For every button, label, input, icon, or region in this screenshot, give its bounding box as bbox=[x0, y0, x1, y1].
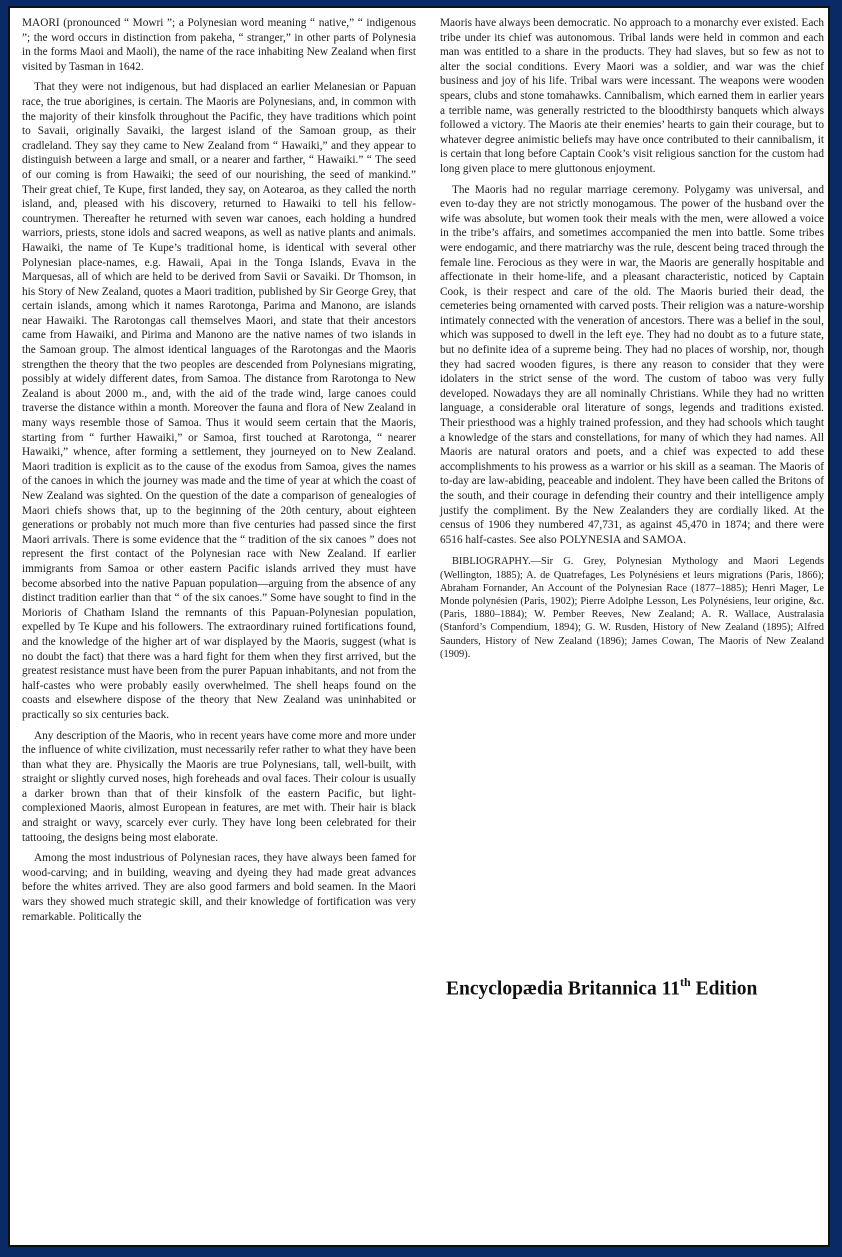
source-caption bbox=[446, 976, 757, 1001]
caption-superscript: th bbox=[680, 975, 691, 989]
article-paragraph: Any description of the Maoris, who in recent years have come more and more under the influence of white civilization, must necessarily refer rather to what they have been than what they are. Physically the Maoris are true Polynesians, tall, well-built, with straight or slightly curved noses, high foreheads and oval faces. Their colour is usually a darker brown than that of their kinsfolk of the eastern Pacific, but light-complexioned Maoris, almost European in features, are met with. Their hair is black and straight or wavy, scarcely ever curly. They have long been celebrated for their tattooing, the designs being most elaborate. bbox=[22, 729, 416, 844]
article-paragraph: The Maoris had no regular marriage ceremony. Polygamy was universal, and even to-day they are not strictly monogamous. The power of the husband over the wife was absolute, but women took their meals with the men, were allowed a voice in the tribe’s affairs, and sometimes accompanied the men into battle. Some tribes were endogamic, and there matriarchy was the rule, descent being traced through the female line. Ferocious as they were in war, the Maoris are generally hospitable and affectionate in their home-life, and a pleasant characteristic, noticed by Captain Cook, is their respect and care of the old. The Maoris buried their dead, the cemeteries being ornamented with carved posts. Their religion was a nature-worship intimately connected with the veneration of ancestors. There was a belief in the soul, which was supposed to dwell in the left eye. They had no doubt as to a future state, but no definite idea of a supreme being. They had no places of worship, nor, though they had sacred wooden figures, is there any reason to consider that they were idolaters in the strict sense of the word. The custom of taboo was very fully developed. Nowadays they are all nominally Christians. While they had no written language, a considerable oral literature of songs, legends and traditions existed. Their priesthood was a highly trained profession, and they had schools which taught a knowledge of the stars and constellations, for many of which they had names. All Maoris are natural orators and poets, and a chief was expected to add these accomplishments to his prowess as a warrior or his skill as a seaman. The Maoris of to-day are law-abiding, peaceable and indolent. They have been called the Britons of the south, and their courage in defending their country and their intelligence amply justify the compliment. By the New Zealanders they are cordially liked. At the census of 1906 they numbered 47,731, as against 45,470 in 1874; and there were 6516 half-castes. See also POLYNESIA and SAMOA. bbox=[440, 183, 824, 546]
article-paragraph: Maoris have always been democratic. No approach to a monarchy ever existed. Each tribe under its chief was autonomous. Tribal lands were held in common and each man was entitled to a share in the products. They had slaves, but so few as not to alter the social conditions. Every Maori was a soldier, and war was the chief business and joy of his life. Tribal wars were incessant. The weapons were wooden spears, clubs and stone tomahawks. Cannibalism, which earned them in earlier years a terrible name, was generally restricted to the bloodthirsty banquets which always followed a victory. The Maoris ate their enemies’ hearts to gain their courage, but to whatever degree animistic beliefs may have once contributed to their cannibalism, it is certain that long before Captain Cook’s visit religious sanction for the custom had long given place to mere gluttonous enjoyment. bbox=[440, 17, 824, 175]
article-paragraph: Among the most industrious of Polynesian races, they have always been famed for wood-carving; and in building, weaving and dyeing they had made great advances before the whites arrived. They are also good farmers and bold seamen. In the Maori wars they showed much strategic skill, and their knowledge of fortification was very remarkable. Politically the bbox=[22, 852, 416, 923]
article-intro-paragraph: MAORI (pronounced “ Mowri ”; a Polynesian word meaning “ native,” “ indigenous ”; the word occurs in distinction from pakeha, “ stranger,” in other parts of Polynesia in the forms Maoi and Maoli), the name of the race inhabiting New Zealand when first visited by Tasman in 1642. bbox=[22, 17, 416, 73]
left-column bbox=[22, 16, 416, 924]
right-column bbox=[440, 16, 824, 661]
article-paragraph: That they were not indigenous, but had displaced an earlier Melanesian or Papuan race, the true aborigines, is certain. The Maoris are Polynesians, and, in common with the majority of their kinsfolk throughout the Pacific, they have traditions which point to Savaii, originally Savaiki, the largest island of the Samoan group, as their cradleland. They say they came to New Zealand from “ Hawaiki,” and they appear to distinguish between a large and small, or a nearer and farther, “ Hawaiki.” “ The seed of our coming is from Hawaiki; the seed of our nourishing, the seed of mankind.” Their great chief, Te Kupe, first landed, they say, on Aotearoa, as they called the north island, and, pleased with his discovery, returned to Hawaiki to tell his fellow-countrymen. Thereafter he returned with seven war canoes, each holding a hundred warriors, priests, stone idols and sacred weapons, as well as native plants and animals. Hawaiki, the name of Te Kupe’s traditional home, is identical with several other Polynesian place-names, e.g. Hawaii, Apai in the Tonga Islands, Evava in the Marquesas, all of which are held to be derived from Savii or Savaiki. Dr Thomson, in his Story of New Zealand, quotes a Maori tradition, published by Sir George Grey, that certain islands, among which it names Rarotonga, Parima and Manono, are islands near Hawaiki. The Rarotongas call themselves Maori, and state that their ancestors came from Hawaiki, and Pirima and Manono are the native names of two islands in the Samoan group. The almost identical languages of the Rarotongas and the Maoris strengthen the theory that the two peoples are descended from Polynesians migrating, possibly at widely different dates, from Samoa. The distance from Rarotonga to New Zealand is about 2000 m., and, with the aid of the trade wind, large canoes could traverse the distance within a month. Moreover the fauna and flora of New Zealand in many ways resemble those of Samoa. Thus it would seem certain that the Maoris, starting from “ further Hawaiki,” or Samoa, first touched at Rarotonga, “ nearer Hawaiki,” whence, after forming a settlement, they journeyed on to New Zealand. Maori tradition is explicit as to the cause of the exodus from Samoa, gives the names of the canoes in which the journey was made and the time of year at which the coast of New Zealand was sighted. On the question of the date a comparison of genealogies of Maori chiefs shows that, up to the beginning of the 20th century, about eighteen generations or probably not much more than five centuries had passed since the first Maori arrivals. There is some evidence that the “ tradition of the six canoes ” does not represent the first contact of the Polynesian race with New Zealand. If earlier immigrants from Samoa or other eastern Pacific islands arrived they must have become absorbed into the native Papuan population—arguing from the absence of any distinct tradition earlier than that “ of the six canoes.” Some have sought to find in the Morioris of Chatham Island the remnants of this Papuan-Polynesian population, expelled by Te Kupe and his followers. The extraordinary ruined fortifications found, and the knowledge of the higher art of war displayed by the Maoris, suggest (what is no doubt the fact) that there was a hard fight for them when they first arrived, but the greatest resistance must have been from the purer Papuan inhabitants, and not from the half-castes who were probably easily overwhelmed. The shell heaps found on the coasts and elsewhere dispose of the theory that New Zealand was uninhabited or practically so six centuries back. bbox=[22, 81, 416, 721]
bibliography-paragraph: BIBLIOGRAPHY.—Sir G. Grey, Polynesian Mythology and Maori Legends (Wellington, 1885); A. de Quatrefages, Les Polynésiens et leurs migrations (Paris, 1866); Abraham Fornander, An Account of the Polynesian Race (1877–1885); Henri Mager, Le Monde polynésien (Paris, 1902); Pierre Adolphe Lesson, Les Polynésiens, leur origine, &c. (Paris, 1880–1884); W. Pember Reeves, New Zealand; A. R. Wallace, Australasia (Stanford’s Compendium, 1894); G. W. Rusden, History of New Zealand (1895); Alfred Saunders, History of New Zealand (1896); James Cowan, The Maoris of New Zealand (1909). bbox=[440, 556, 824, 660]
caption-text: Encyclopædia Britannica 11 bbox=[446, 978, 681, 1000]
document-page bbox=[8, 6, 830, 1247]
caption-suffix: Edition bbox=[690, 978, 758, 1000]
